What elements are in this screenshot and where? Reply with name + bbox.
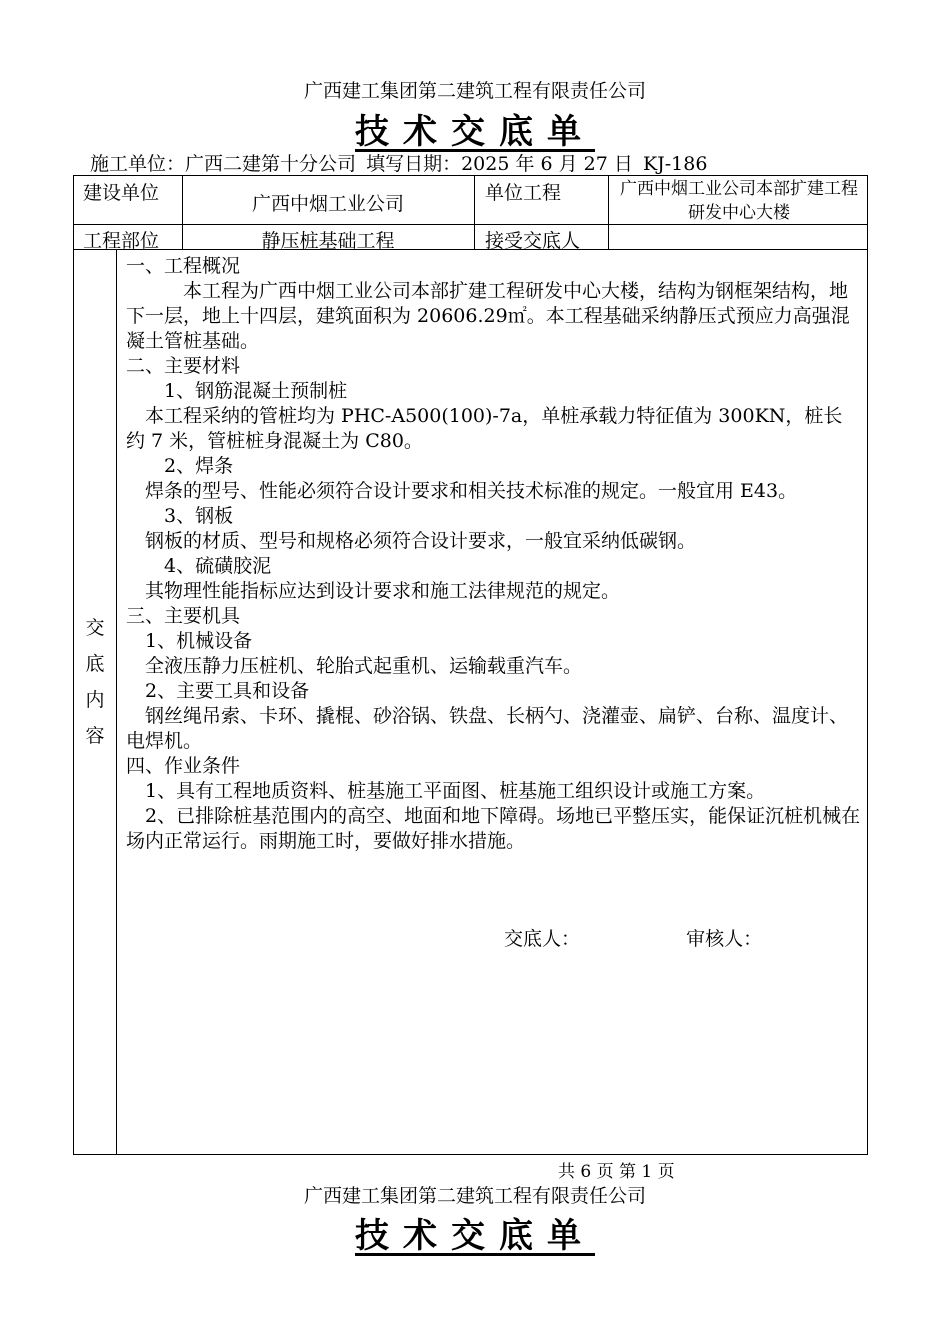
subheading: 4、硫磺胶泥 bbox=[126, 555, 272, 577]
meta-line bbox=[90, 149, 711, 176]
signature-line bbox=[504, 924, 762, 951]
paragraph: 全液压静力压桩机、轮胎式起重机、运输载重汽车。 bbox=[126, 655, 583, 677]
disclosure-table bbox=[73, 175, 868, 1155]
owner-label: 建设单位 bbox=[83, 182, 160, 204]
section-heading: 一、工程概况 bbox=[126, 255, 241, 277]
subheading: 3、钢板 bbox=[126, 505, 234, 527]
subheading: 1、钢筋混凝土预制桩 bbox=[126, 380, 348, 402]
paragraph: 其物理性能指标应达到设计要求和施工法律规范的规定。 bbox=[126, 580, 621, 602]
part-value: 静压桩基础工程 bbox=[261, 230, 395, 252]
company-name: 广西建工集团第二建筑工程有限责任公司 bbox=[303, 80, 646, 102]
page-count: 共 6 页 第 1 页 bbox=[558, 1162, 675, 1182]
subheading: 2、焊条 bbox=[126, 455, 234, 477]
paragraph: 钢板的材质、型号和规格必须符合设计要求，一般宜采纳低碳钢。 bbox=[126, 530, 697, 552]
subheading: 1、机械设备 bbox=[126, 630, 253, 652]
divider bbox=[474, 176, 475, 249]
document-code: KJ-186 bbox=[642, 153, 708, 175]
part-label: 工程部位 bbox=[83, 230, 160, 252]
paragraph: 1、具有工程地质资料、桩基施工平面图、桩基施工组织设计或施工方案。 bbox=[126, 780, 766, 802]
next-page-document-title: 技术交底单 bbox=[355, 1216, 595, 1256]
divider bbox=[608, 176, 609, 249]
unit-project-label: 单位工程 bbox=[485, 182, 562, 204]
reviewer-label: 审核人： bbox=[686, 928, 763, 950]
receiver-label: 接受交底人 bbox=[485, 230, 581, 252]
paragraph: 本工程为广西中烟工业公司本部扩建工程研发中心大楼，结构为钢框架结构，地下一层，地上十四层，建筑面积为 20606.29㎡。本工程基础采纳静压式预应力高强混凝土管桩基础。 bbox=[126, 280, 850, 352]
subheading: 2、主要工具和设备 bbox=[126, 680, 310, 702]
section-heading: 四、作业条件 bbox=[126, 755, 241, 777]
fill-date: 填写日期：2025 年 6 月 27 日 bbox=[366, 153, 633, 175]
paragraph: 2、已排除桩基范围内的高空、地面和地下障碍。场地已平整压实，能保证沉桩机械在场内正常运行。雨期施工时，要做好排水措施。 bbox=[126, 805, 861, 852]
discloser-label: 交底人： bbox=[504, 928, 581, 950]
unit-project-value: 广西中烟工业公司本部扩建工程研发中心大楼 bbox=[620, 179, 858, 223]
divider bbox=[116, 249, 117, 1154]
owner-value: 广西中烟工业公司 bbox=[251, 193, 404, 215]
disclosure-content-label: 交 底 内 容 bbox=[85, 617, 105, 747]
document-title: 技术交底单 bbox=[355, 112, 595, 152]
paragraph: 焊条的型号、性能必须符合设计要求和相关技术标准的规定。一般宜用 E43。 bbox=[126, 480, 798, 502]
disclosure-content bbox=[126, 254, 861, 854]
paragraph: 本工程采纳的管桩均为 PHC-A500(100)-7a，单桩承载力特征值为 300KN，桩长约 7 米，管桩桩身混凝土为 C80。 bbox=[126, 405, 843, 452]
next-page-company-name: 广西建工集团第二建筑工程有限责任公司 bbox=[303, 1185, 646, 1207]
section-heading: 二、主要材料 bbox=[126, 355, 241, 377]
section-heading: 三、主要机具 bbox=[126, 605, 241, 627]
paragraph: 钢丝绳吊索、卡环、撬棍、砂浴锅、铁盘、长柄勺、浇灌壶、扁铲、台称、温度计、电焊机。 bbox=[126, 705, 849, 752]
construction-unit: 施工单位：广西二建第十分公司 bbox=[90, 153, 357, 175]
